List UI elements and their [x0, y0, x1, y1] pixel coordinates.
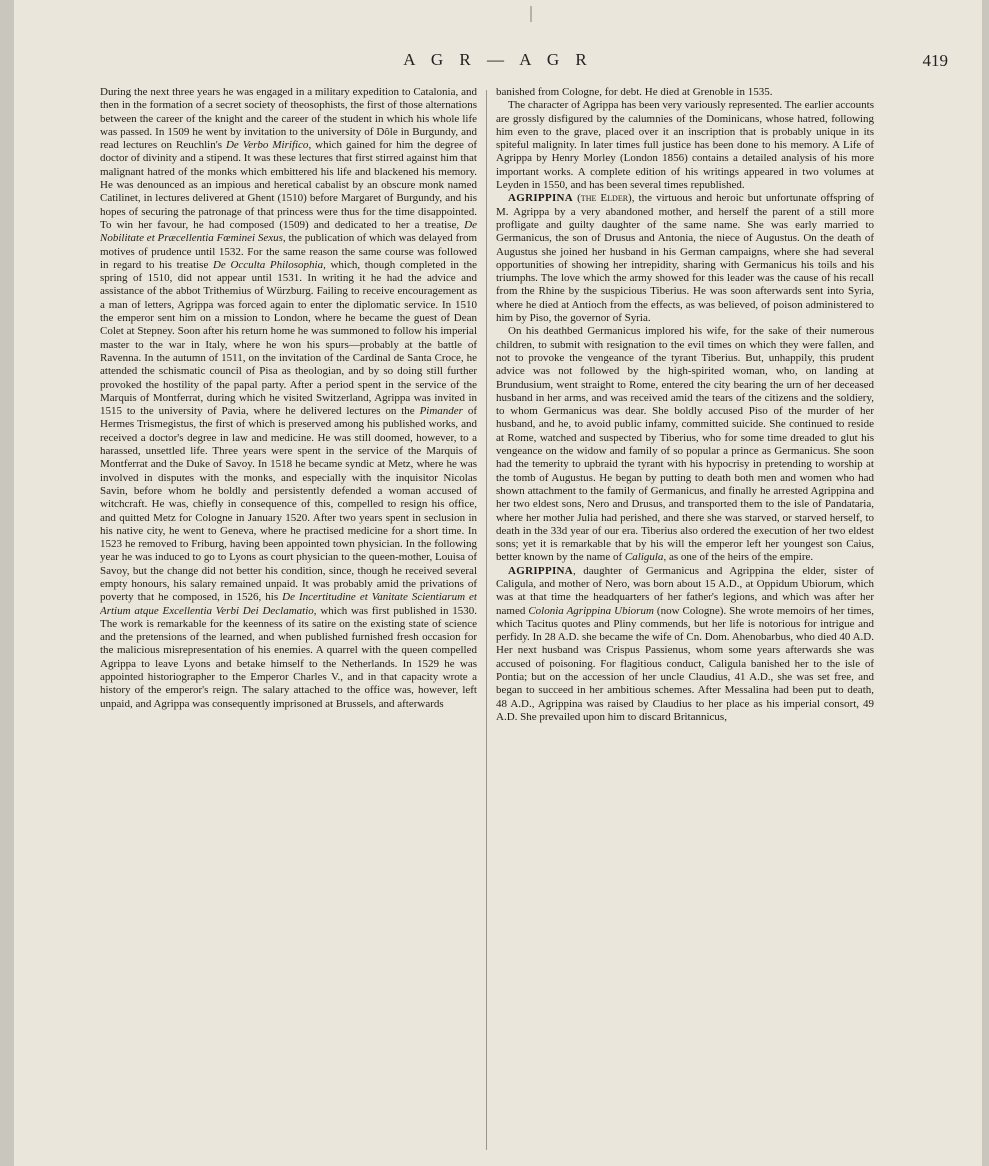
- entry-agrippina-younger: [496, 565, 874, 725]
- text-run: , the virtuous and heroic but unfortunate offspring of M. Agrippa by a very abandoned mother, and herself the parent of a still more profligate and guilty daughter of the same name. She was early married to Germanicus, the son of Drusus and Antonia, the niece of Augustus. On the death of Augustus she joined her husband in his German campaigns, where she had several opportunities of showing her intrepidity, sharing with Germanicus his toils and his triumphs. The love which the army showed for this leader was the cause of his recall from the Rhine by the suspicious Tiberius. He was soon afterwards sent into Syria, where he died at Antioch from the effects, as was believed, of poison administered to him by Piso, the governor of Syria.: [496, 192, 874, 325]
- text-run: of: [613, 551, 625, 564]
- text-run: During the next three years he was engaged in a military expedition to Catalonia, and then in the formation of a secret society of theosophists, the first of those alternations between the career of the knight and the career of the student in which his whole life was passed. In 1509 he went by invitation to the university of Dôle in Burgundy, and read lectures on Reuchlin's: [100, 86, 477, 152]
- text-run: (now Cologne). She wrote memoirs of her times, which Tacitus quotes and Pliny commends, but her life is notorious for intrigue and perfidy. In 28 A.D. she became the wife of Cn. Dom. Ahenobarbus, who died 40 A.D. Her next husband was Crispus Passienus, whom some years afterwards she was accused of poisoning. For flagitious conduct, Caligula banished her to the isle of Pontia; but on the accession of her uncle Claudius, 41 A.D., she was set free, and began to succeed in her ambitious schemes. After Messalina had been put to death, 48 A.D., Agrippina was raised by Claudius to her place as his imperial consort, 49 A.D. She prevailed upon him to discard Britannicus,: [496, 604, 874, 723]
- text-run: On his deathbed Germanicus implored his wife, for the sake of their numerous children, to submit with resignation to the evil times on which they were fallen, and not to provoke the vengeance of the tyrant Tiberius. But, unhappily, this prudent advice was not followed by the high-spirited woman, who, on landing at Brundusium, went straight to Rome, entered the city bearing the urn of her deceased husband in her arms, and was received amid the tears of the citizens and the soldiery, to whom Germanicus was dear. She boldly accused Piso of the murder of her husband, and he, to avoid public infamy, committed suicide. She continued to reside at Rome, watched and suspected by Tiberius, who for some time dreaded to glut his vengeance on the widow and family of so popular a prince as Germanicus. She soon had the temerity to upbraid the tyrant with his hypocrisy in pretending to worship at the tomb of Augustus. He began by putting to death both men and women who had shown attachment to the family of Germanicus, and finally he arrested Agrippina and her two eldest sons, Nero and Drusus, and transported them to the isle of Pandataria, where her mother Julia had perished, and there she was starved, or starved herself, to death in the 33d year of our era. Tiberius also ordered the execution of her two eldest sons; yet it is remarkable that by his will the emperor left her youngest son Caius, better known by the name: [496, 325, 874, 564]
- left-column: [100, 86, 477, 1156]
- page: [14, 0, 982, 1166]
- place-colonia-agrippina: Colonia Agrippina Ubiorum: [528, 604, 654, 617]
- title-de-incertitudine: De Incertitudine et Vanitate Scientiarum et Artium atque Excellentia Verbi Dei Declamatio: [100, 591, 477, 617]
- page-header: [14, 50, 982, 80]
- text-run: , which, though completed in the spring of 1510, did not appear until 1531. In writing it he had the advice and assistance of the abbot Trithemius of Würzburg. Failing to receive encouragement as a man of letters, Agrippa was forced again to enter the diplomatic service. In 1510 the emperor sent him on a mission to London, where he became the guest of Dean Colet at Stepney. Soon after his return home he was summoned to follow his imperial master to the war in Italy, where he won his spurs—probably at the battle of Ravenna. In the autumn of 1511, on the invitation of the Cardinal de Santa Croce, he attended the schismatic council of Pisa as theologian, and by so doing still further provoked the hostility of the papal party. After a period spent in the service of the Marquis of Montferrat, during which he visited Switzerland, Agrippa was invited in 1515 to the university of Pavia, where he delivered lectures on the: [100, 258, 477, 418]
- text-run: , as one of the heirs of the empire.: [663, 551, 814, 564]
- headword-agrippina: AGRIPPINA: [508, 564, 574, 577]
- text-run: of Hermes Trismegistus, the first of which is preserved among his published works, and received a doctor's degree in law and medicine. He was still doomed, however, to a harassed, unsettled life. Three years were spent in the service of the Marquis of Montferrat and the Duke of Savoy. In 1518 he became syndic at Metz, where he was involved in disputes with the monks, and especially with the inquisitor Nicolas Savin, before whom he boldly and persistently defended a woman accused of witchcraft. He was, chiefly in consequence of this, compelled to resign his office, and quitted Metz for Cologne in January 1520. After two years spent in seclusion in his native city, he went to Geneva, where he practised medicine for a short time. In 1523 he removed to Friburg, having been appointed town physician. In the following year he was induced to go to Lyons as court physician to the queen-mother, Louisa of Savoy, but the change did not better his condition, since, though he received several empty honours, his salary remained unpaid. It was probably amid the privations of poverty that he composed, in 1526, his: [100, 405, 477, 604]
- text-run: , which was first published in 1530. The work is remarkable for the keenness of its satire on the existing state of science and the pretensions of the learned, and when published furnished fresh occasion for the malicious misrepresentation of his enemies. A quarrel with the queen compelled Agrippa to leave Lyons and betake himself to the Netherlands. In 1529 he was appointed historiographer to the Emperor Charles V., and in that capacity wrote a history of the emperor's reign. The salary attached to the office was, however, left unpaid, and Agrippa was consequently imprisoned at Brussels, and afterwards: [100, 604, 477, 710]
- text-run: , daughter of Germanicus and Agrippina the elder, sister of Caligula, and mother of Nero, was born about 15 A.D., at Oppidum Ubiorum, which was at that time the headquarters of her father's legions, and which was after her named: [496, 564, 874, 617]
- headword-agrippina: AGRIPPINA: [508, 192, 574, 205]
- title-pimander: Pimander: [419, 405, 463, 418]
- binding-mark: [530, 6, 532, 22]
- title-de-nobilitate: De Nobilitate et Præcellentia Fœminei Sexus: [100, 218, 477, 245]
- text-run: , which gained for him the degree of doctor of divinity and a stipend. It was these lectures that first stirred against him that malignant hatred of the monks which embittered his life and blackened his memory. He was denounced as an impious and heretical cabalist by an obscure monk named Catilinet, in lectures delivered at Ghent (1510) before Margaret of Burgundy, and his hopes of securing the patronage of that princess were thus for the time disappointed. To win her favour, he had composed (1509) and dedicated to her a treatise,: [100, 139, 477, 231]
- name-caligula: Caligula: [624, 551, 664, 564]
- right-column: [496, 86, 874, 1156]
- paragraph-agrippa-death: banished from Cologne, for debt. He died at Grenoble in 1535.: [496, 86, 773, 98]
- headword-qualifier: (the Elder): [577, 192, 632, 205]
- column-divider: [486, 90, 487, 1150]
- paragraph-germanicus-death: [496, 325, 874, 564]
- title-de-occulta-philosophia: De Occulta Philosophia: [212, 258, 324, 271]
- paragraph-agrippa-character: The character of Agrippa has been very variously represented. The earlier accounts are grossly disfigured by the calumnies of the Dominicans, whose hatred, following him even to the grave, placed over it an inscription that is probably unique in its spiteful malignity. In later times full justice has been done to his memory. A Life of Agrippa by Henry Morley (London 1856) contains a detailed analysis of his more important works. A complete edition of his writings appeared in two volumes at Leyden in 1550, and has been several times republished.: [496, 99, 874, 192]
- page-number: 419: [922, 51, 948, 70]
- title-de-verbo-mirifico: De Verbo Mirifico: [225, 139, 309, 152]
- entry-agrippina-elder: [496, 192, 874, 325]
- paragraph-agrippa-career: [100, 86, 477, 711]
- running-head: A G R — A G R: [403, 50, 593, 69]
- text-run: , the publication of which was delayed from motives of prudence until 1532. For the same reason the same course was followed in regard to his treatise: [100, 232, 477, 271]
